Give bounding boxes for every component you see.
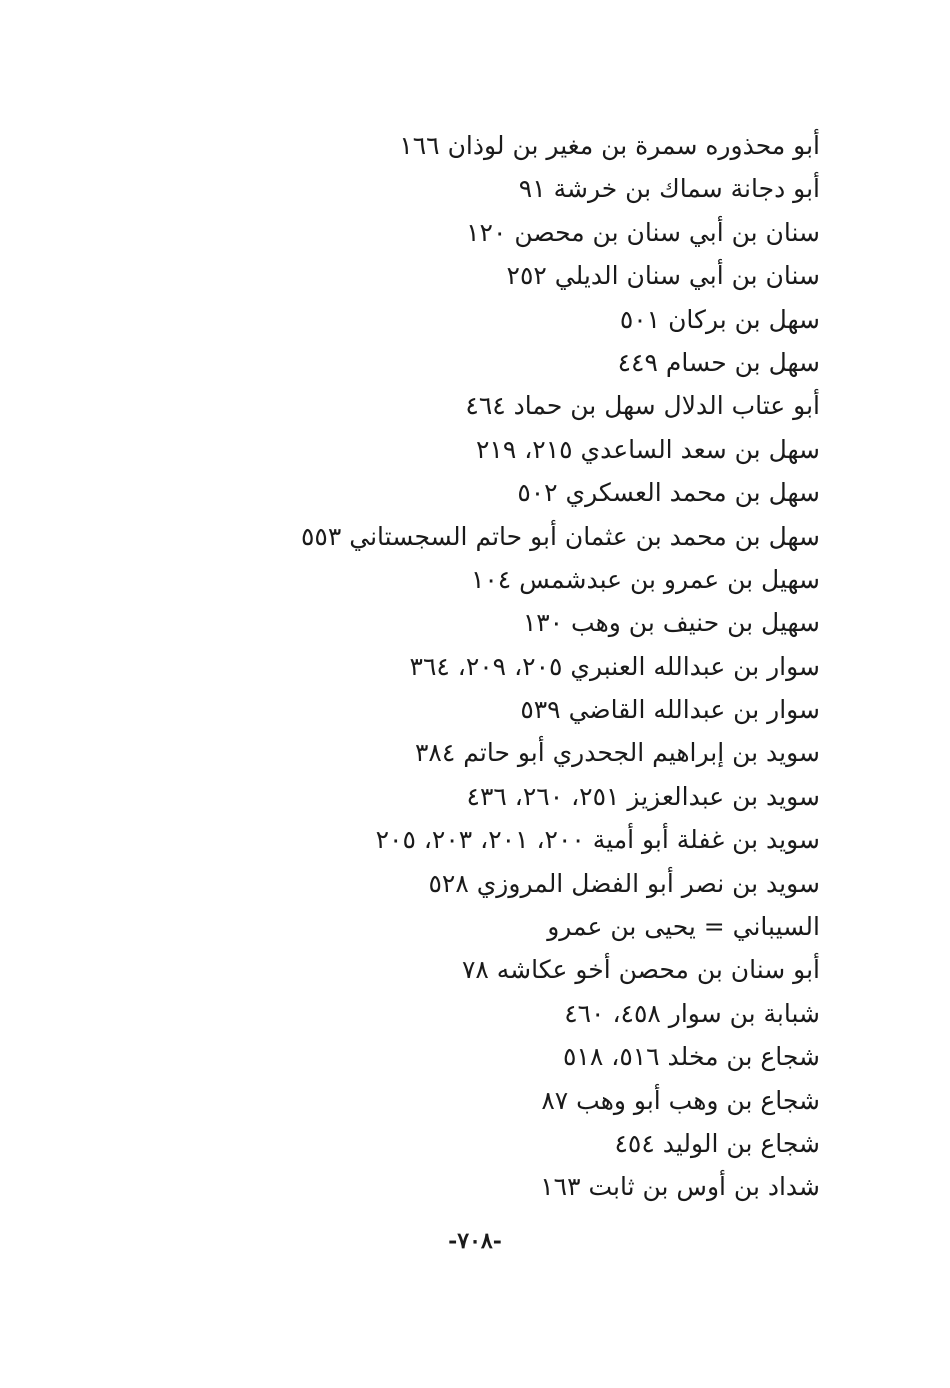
index-entry: سهيل بن عمرو بن عبدشمس ١٠٤ (470, 564, 820, 594)
index-entry: سويد بن غفلة أبو أمية ٢٠٠، ٢٠١، ٢٠٣، ٢٠٥ (375, 825, 820, 855)
index-entry: سنان بن أبي سنان الديلي ٢٥٢ (506, 261, 820, 291)
index-entry: سوار بن عبدالله القاضي ٥٣٩ (520, 695, 820, 725)
index-entry: سنان بن أبي سنان بن محصن ١٢٠ (466, 217, 820, 247)
index-entry: أبو محذوره سمرة بن مغير بن لوذان ١٦٦ (399, 131, 820, 160)
index-entry: السيباني = يحيى بن عمرو (547, 912, 820, 942)
index-entry: شجاع بن مخلد ٥١٦، ٥١٨ (563, 1042, 820, 1072)
index-entry: أبو دجانة سماك بن خرشة ٩١ (518, 174, 820, 204)
index-entry: شجاع بن الوليد ٤٥٤ (614, 1128, 820, 1158)
index-entry: شجاع بن وهب أبو وهب ٨٧ (541, 1085, 820, 1115)
index-entry: شداد بن أوس بن ثابت ١٦٣ (540, 1172, 820, 1202)
index-entry: سهيل بن حنيف بن وهب ١٣٠ (522, 608, 820, 638)
index-entry: سهل بن بركان ٥٠١ (619, 304, 820, 334)
page-number: -٧٠٨- (448, 1228, 502, 1254)
index-entry: سوار بن عبدالله العنبري ٢٠٥، ٢٠٩، ٣٦٤ (409, 651, 820, 681)
index-entry: شبابة بن سوار ٤٥٨، ٤٦٠ (564, 998, 820, 1028)
index-entry: سويد بن عبدالعزيز ٢٥١، ٢٦٠، ٤٣٦ (466, 781, 820, 811)
index-entry: أبو عتاب الدلال سهل بن حماد ٤٦٤ (465, 391, 820, 421)
index-entry: سهل بن حسام ٤٤٩ (617, 347, 820, 377)
name-index-list (220, 124, 820, 1209)
index-entry: سويد بن إبراهيم الجحدري أبو حاتم ٣٨٤ (414, 738, 820, 768)
index-entry: أبو سنان بن محصن أخو عكاشه ٧٨ (461, 955, 820, 985)
index-entry: سويد بن نصر أبو الفضل المروزي ٥٢٨ (428, 868, 820, 898)
index-entry: سهل بن محمد العسكري ٥٠٢ (517, 478, 820, 508)
index-entry: سهل بن سعد الساعدي ٢١٥، ٢١٩ (475, 434, 820, 464)
index-entry: سهل بن محمد بن عثمان أبو حاتم السجستاني ٥٥٣ (301, 521, 820, 551)
